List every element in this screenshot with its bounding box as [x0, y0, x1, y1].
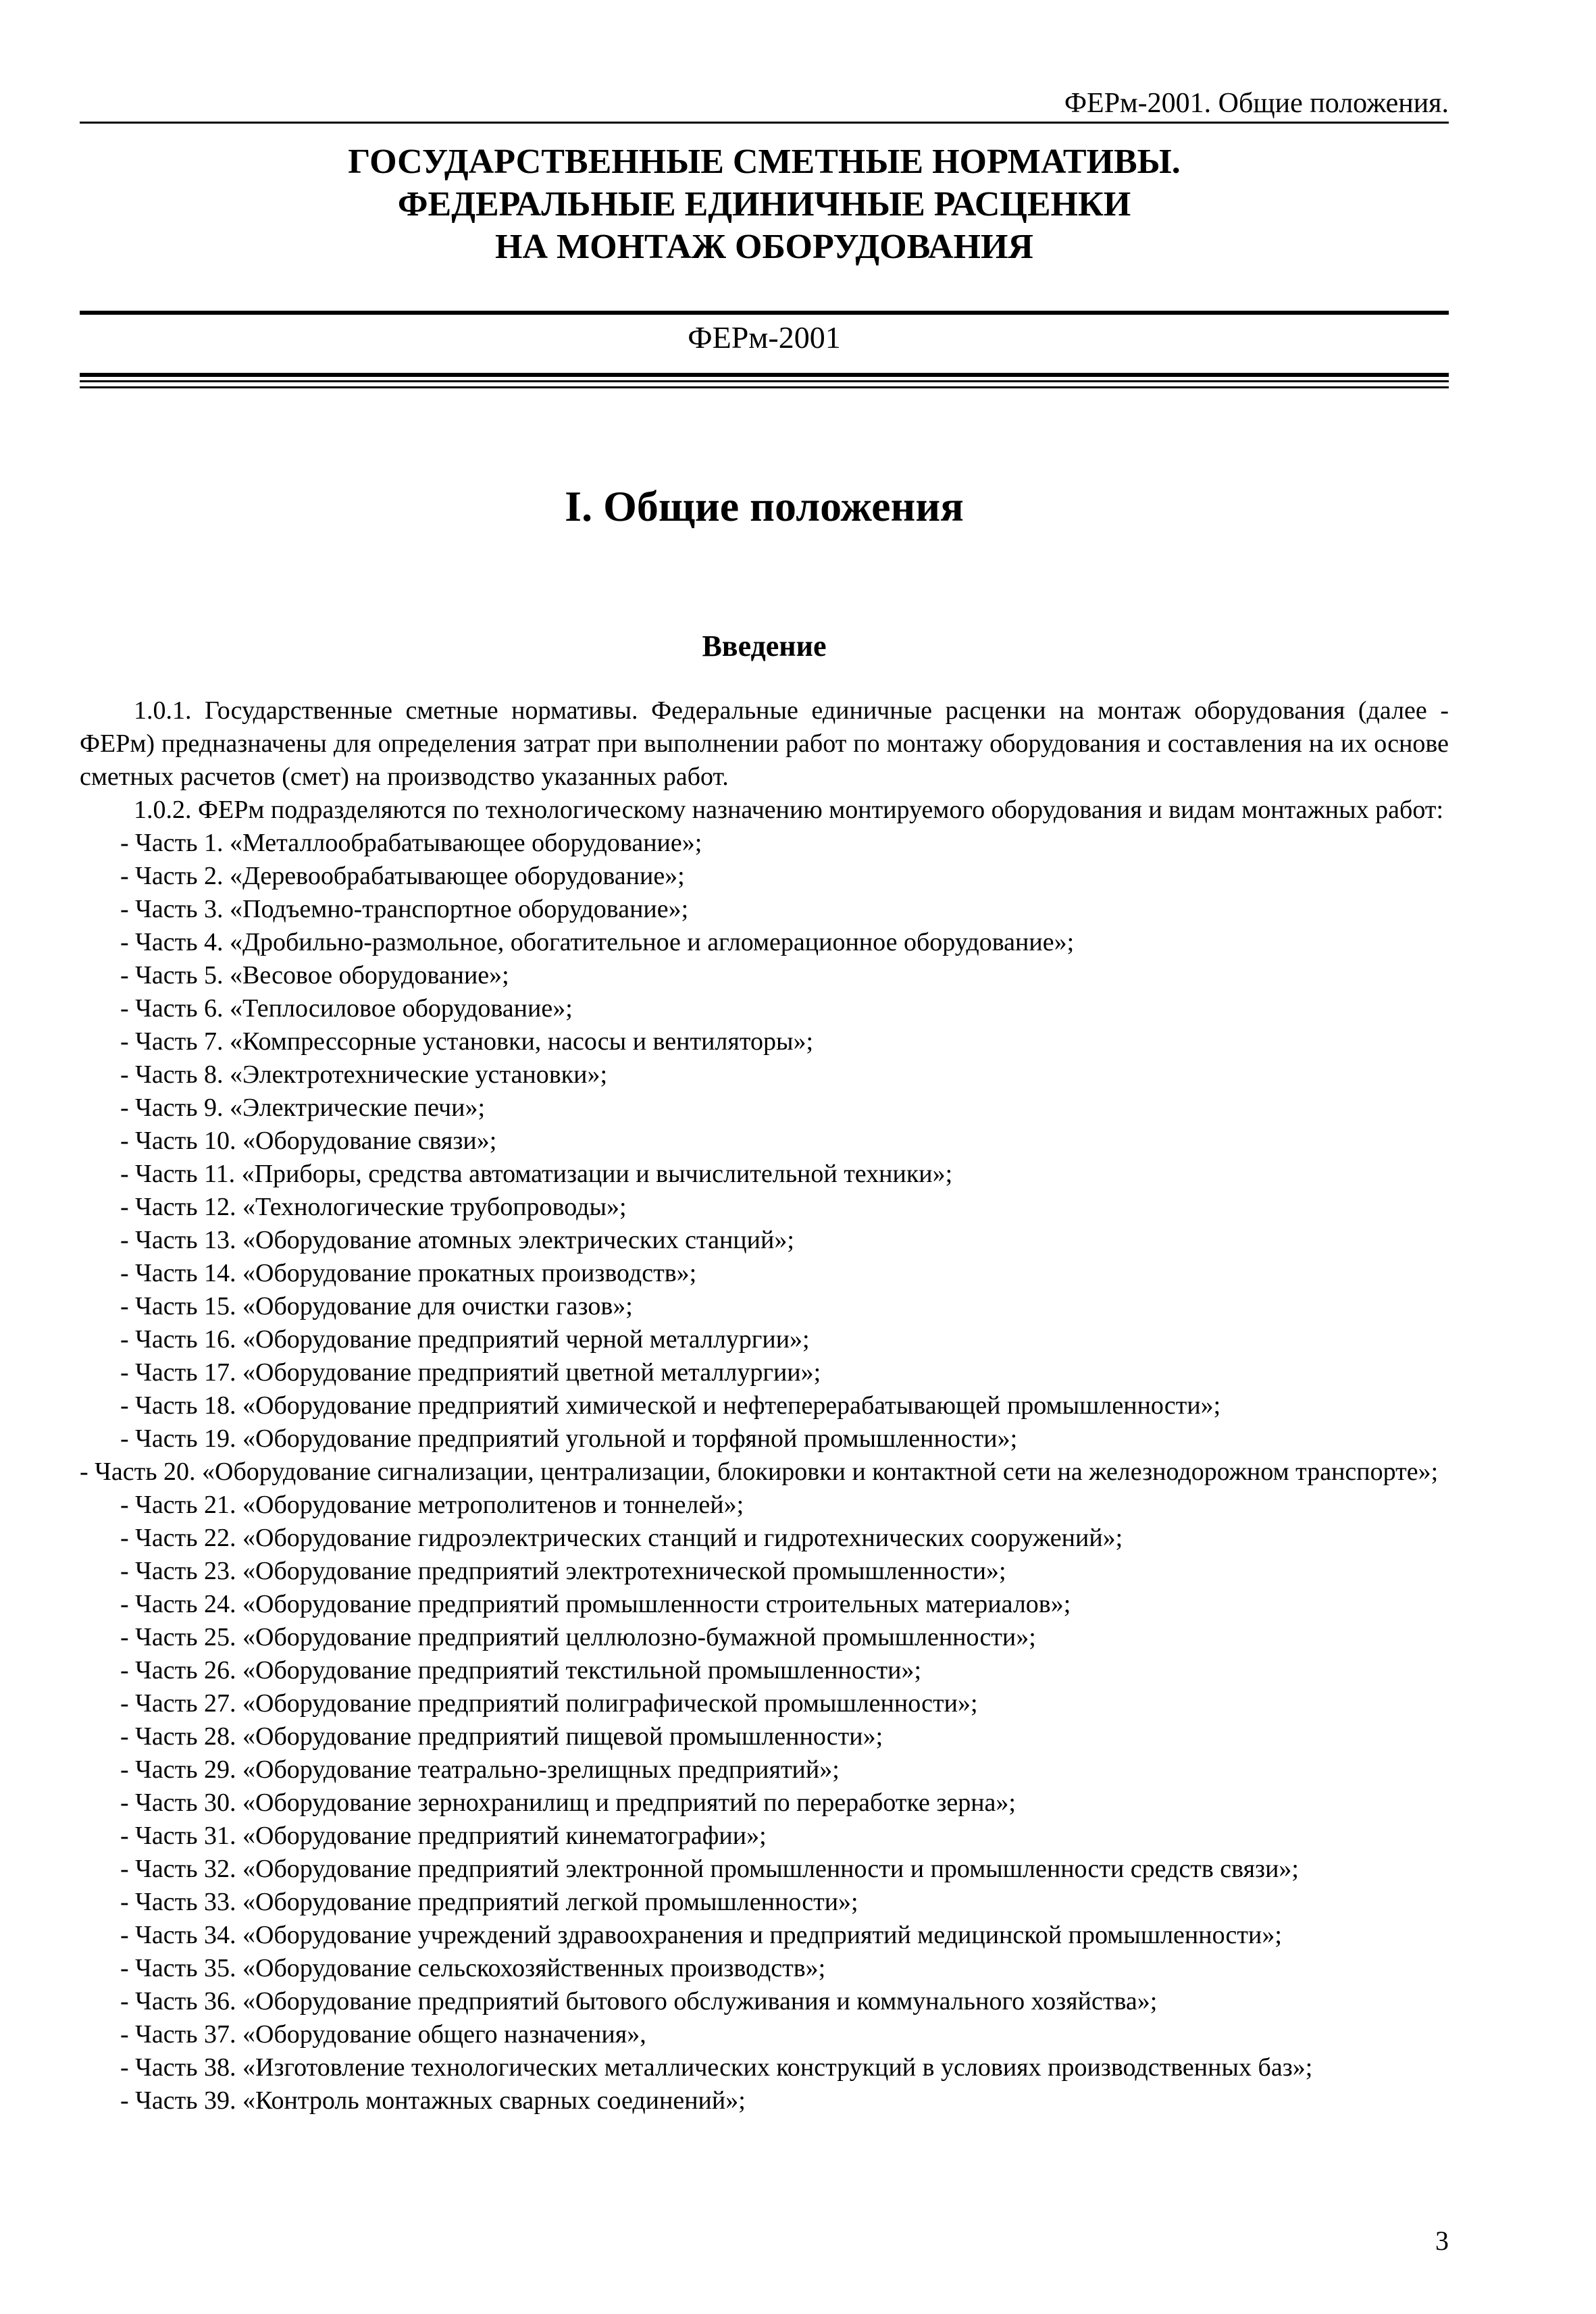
title-line-3: НА МОНТАЖ ОБОРУДОВАНИЯ [495, 228, 1033, 266]
part-list-item: - Часть 35. «Оборудование сельскохозяйственных производств»; [120, 1954, 826, 1982]
part-list-item: - Часть 23. «Оборудование предприятий электротехнической промышленности»; [120, 1557, 1006, 1585]
paragraph-1-0-1: 1.0.1. Государственные сметные нормативы. Федеральные единичные расценки на монтаж оборудования (далее - ФЕРм) предназначены для определения затрат при выполнении работ по монтажу оборудования и составления на их основе сметных расчетов (смет) на производство указанных работ. [80, 696, 1449, 791]
title-line-1: ГОСУДАРСТВЕННЫЕ СМЕТНЫЕ НОРМАТИВЫ. [348, 143, 1181, 181]
part-list-item: - Часть 32. «Оборудование предприятий электронной промышленности и промышленности средств связи»; [120, 1855, 1299, 1883]
part-list-item: - Часть 36. «Оборудование предприятий бытового обслуживания и коммунального хозяйства»; [120, 1987, 1158, 2015]
document-title [80, 140, 1449, 268]
part-list-item: - Часть 34. «Оборудование учреждений здравоохранения и предприятий медицинской промышленности»; [120, 1921, 1282, 1949]
part-list-item: - Часть 5. «Весовое оборудование»; [120, 961, 509, 989]
part-list-item: - Часть 6. «Теплосиловое оборудование»; [120, 994, 573, 1023]
part-list-item: - Часть 21. «Оборудование метрополитенов и тоннелей»; [120, 1491, 744, 1519]
part-list-item: - Часть 24. «Оборудование предприятий промышленности строительных материалов»; [120, 1590, 1071, 1618]
document-code: ФЕРм-2001 [688, 320, 841, 355]
part-list-item: - Часть 12. «Технологические трубопроводы»; [120, 1193, 627, 1221]
part-list-item: - Часть 22. «Оборудование гидроэлектрических станций и гидротехнических сооружений»; [120, 1524, 1123, 1552]
part-list-item: - Часть 30. «Оборудование зернохранилищ и предприятий по переработке зерна»; [120, 1789, 1016, 1817]
part-list-item: - Часть 10. «Оборудование связи»; [120, 1127, 497, 1155]
document-body [80, 694, 1449, 2117]
part-list-item: - Часть 33. «Оборудование предприятий легкой промышленности»; [120, 1888, 858, 1916]
part-list-item: - Часть 13. «Оборудование атомных электрических станций»; [120, 1226, 794, 1254]
part-list-item: - Часть 4. «Дробильно-размольное, обогатительное и агломерационное оборудование»; [120, 928, 1075, 956]
part-list-item: - Часть 16. «Оборудование предприятий черной металлургии»; [120, 1325, 810, 1354]
part-list-item: - Часть 2. «Деревообрабатывающее оборудование»; [120, 862, 685, 890]
part-list-item: - Часть 1. «Металлообрабатывающее оборудование»; [120, 829, 702, 857]
header-rule [80, 122, 1449, 124]
part-list-item: - Часть 39. «Контроль монтажных сварных соединений»; [120, 2086, 746, 2115]
parts-list [80, 827, 1449, 2117]
part-list-item: - Часть 29. «Оборудование театрально-зрелищных предприятий»; [120, 1755, 840, 1784]
part-list-item: - Часть 14. «Оборудование прокатных производств»; [120, 1259, 697, 1287]
introduction-heading: Введение [702, 629, 827, 663]
part-list-item: - Часть 26. «Оборудование предприятий текстильной промышленности»; [120, 1656, 922, 1685]
part-list-item: - Часть 31. «Оборудование предприятий кинематографии»; [120, 1822, 767, 1850]
part-list-item: - Часть 18. «Оборудование предприятий химической и нефтеперерабатывающей промышленности»; [120, 1391, 1221, 1420]
part-list-item: - Часть 3. «Подъемно-транспортное оборудование»; [120, 895, 689, 923]
part-list-item: - Часть 28. «Оборудование предприятий пищевой промышленности»; [120, 1722, 883, 1751]
page-number: 3 [1435, 2226, 1449, 2256]
part-list-item: - Часть 19. «Оборудование предприятий угольной и торфяной промышленности»; [120, 1424, 1018, 1453]
part-list-item: - Часть 20. «Оборудование сигнализации, централизации, блокировки и контактной сети на железнодорожном транспорте»; [80, 1458, 1439, 1486]
code-rule-thick [80, 373, 1449, 377]
part-list-item: - Часть 17. «Оборудование предприятий цветной металлургии»; [120, 1358, 821, 1387]
paragraph-1-0-2: 1.0.2. ФЕРм подразделяются по технологическому назначению монтируемого оборудования и видам монтажных работ: [134, 796, 1444, 824]
part-list-item: - Часть 37. «Оборудование общего назначения», [120, 2020, 646, 2049]
part-list-item: - Часть 25. «Оборудование предприятий целлюлозно-бумажной промышленности»; [120, 1623, 1036, 1651]
part-list-item: - Часть 8. «Электротехнические установки»; [120, 1060, 607, 1089]
code-rule-thin-1 [80, 380, 1449, 382]
part-list-item: - Часть 7. «Компрессорные установки, насосы и вентиляторы»; [120, 1027, 814, 1056]
part-list-item: - Часть 9. «Электрические печи»; [120, 1094, 486, 1122]
part-list-item: - Часть 15. «Оборудование для очистки газов»; [120, 1292, 633, 1320]
section-title: I. Общие положения [565, 482, 964, 530]
title-rule-top [80, 311, 1449, 315]
title-line-2: ФЕДЕРАЛЬНЫЕ ЕДИНИЧНЫЕ РАСЦЕНКИ [397, 185, 1131, 224]
code-rule-thin-2 [80, 386, 1449, 388]
part-list-item: - Часть 11. «Приборы, средства автоматизации и вычислительной техники»; [120, 1160, 953, 1188]
running-header: ФЕРм-2001. Общие положения. [1064, 88, 1449, 119]
part-list-item: - Часть 27. «Оборудование предприятий полиграфической промышленности»; [120, 1689, 978, 1718]
part-list-item: - Часть 38. «Изготовление технологических металлических конструкций в условиях производственных баз»; [120, 2053, 1313, 2082]
